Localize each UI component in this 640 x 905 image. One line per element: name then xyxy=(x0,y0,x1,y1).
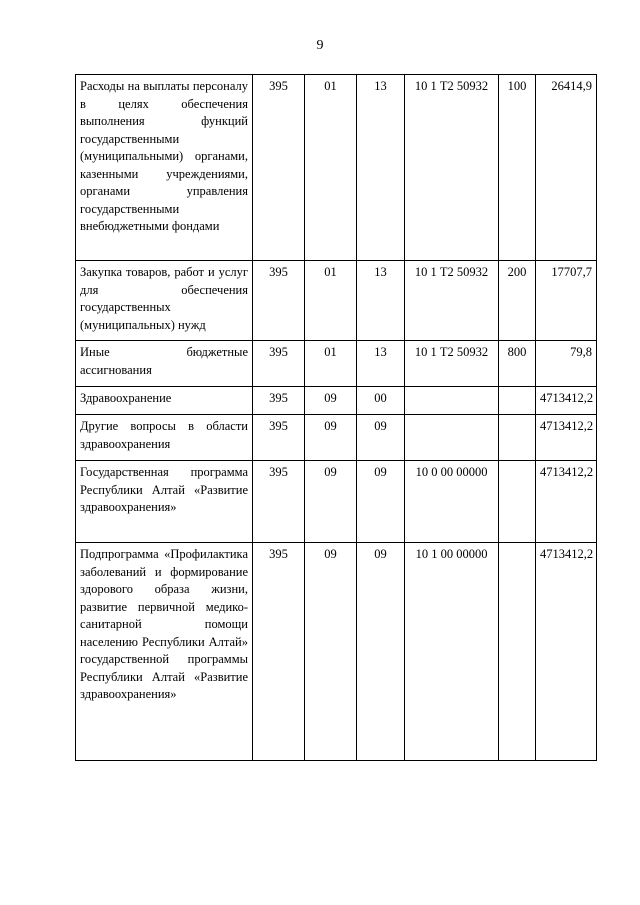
table-row xyxy=(76,387,597,415)
row-ministry: 395 xyxy=(253,461,305,543)
row-target: 10 1 00 00000 xyxy=(405,543,499,761)
row-name: Государственная программа Республики Алтай «Развитие здравоохранения» xyxy=(76,461,253,543)
row-subsection: 09 xyxy=(357,543,405,761)
row-amount: 4713412,2 xyxy=(536,415,597,461)
row-type: 200 xyxy=(499,261,536,341)
row-subsection: 13 xyxy=(357,341,405,387)
row-subsection: 09 xyxy=(357,415,405,461)
row-name: Иные бюджетные ассигнования xyxy=(76,341,253,387)
row-ministry: 395 xyxy=(253,75,305,261)
budget-table xyxy=(75,74,597,761)
row-section: 09 xyxy=(305,387,357,415)
row-ministry: 395 xyxy=(253,415,305,461)
row-target: 10 1 Т2 50932 xyxy=(405,75,499,261)
row-subsection: 13 xyxy=(357,75,405,261)
row-name: Закупка товаров, работ и услуг для обеспечения государственных (муниципальных) нужд xyxy=(76,261,253,341)
table-row xyxy=(76,75,597,261)
row-section: 01 xyxy=(305,75,357,261)
row-target: 10 1 Т2 50932 xyxy=(405,261,499,341)
row-ministry: 395 xyxy=(253,543,305,761)
row-subsection: 00 xyxy=(357,387,405,415)
row-section: 01 xyxy=(305,261,357,341)
row-type xyxy=(499,461,536,543)
table-row xyxy=(76,341,597,387)
row-type xyxy=(499,387,536,415)
row-target xyxy=(405,415,499,461)
row-amount: 4713412,2 xyxy=(536,543,597,761)
row-amount: 17707,7 xyxy=(536,261,597,341)
table-row xyxy=(76,261,597,341)
row-section: 09 xyxy=(305,543,357,761)
page-number: 9 xyxy=(316,38,324,53)
table-row xyxy=(76,543,597,761)
row-amount: 4713412,2 xyxy=(536,387,597,415)
row-amount: 4713412,2 xyxy=(536,461,597,543)
row-target: 10 1 Т2 50932 xyxy=(405,341,499,387)
row-name: Здравоохранение xyxy=(76,387,253,415)
row-type xyxy=(499,543,536,761)
row-ministry: 395 xyxy=(253,387,305,415)
row-target: 10 0 00 00000 xyxy=(405,461,499,543)
row-amount: 26414,9 xyxy=(536,75,597,261)
row-name: Расходы на выплаты персоналу в целях обеспечения выполнения функций государственными (муниципальными) органами, казенными учреждениями, органами управления государственными внебюджетными фондами xyxy=(76,75,253,261)
row-type: 800 xyxy=(499,341,536,387)
row-type xyxy=(499,415,536,461)
row-target xyxy=(405,387,499,415)
row-subsection: 13 xyxy=(357,261,405,341)
row-section: 09 xyxy=(305,415,357,461)
row-amount: 79,8 xyxy=(536,341,597,387)
row-ministry: 395 xyxy=(253,261,305,341)
row-ministry: 395 xyxy=(253,341,305,387)
row-section: 01 xyxy=(305,341,357,387)
row-subsection: 09 xyxy=(357,461,405,543)
table-row xyxy=(76,461,597,543)
table-row xyxy=(76,415,597,461)
row-name: Другие вопросы в области здравоохранения xyxy=(76,415,253,461)
row-section: 09 xyxy=(305,461,357,543)
row-type: 100 xyxy=(499,75,536,261)
row-name: Подпрограмма «Профилактика заболеваний и формирование здорового образа жизни, развитие первичной медико-санитарной помощи населению Республики Алтай» государственной программы Республики Алтай «Развитие здравоохранения» xyxy=(76,543,253,761)
